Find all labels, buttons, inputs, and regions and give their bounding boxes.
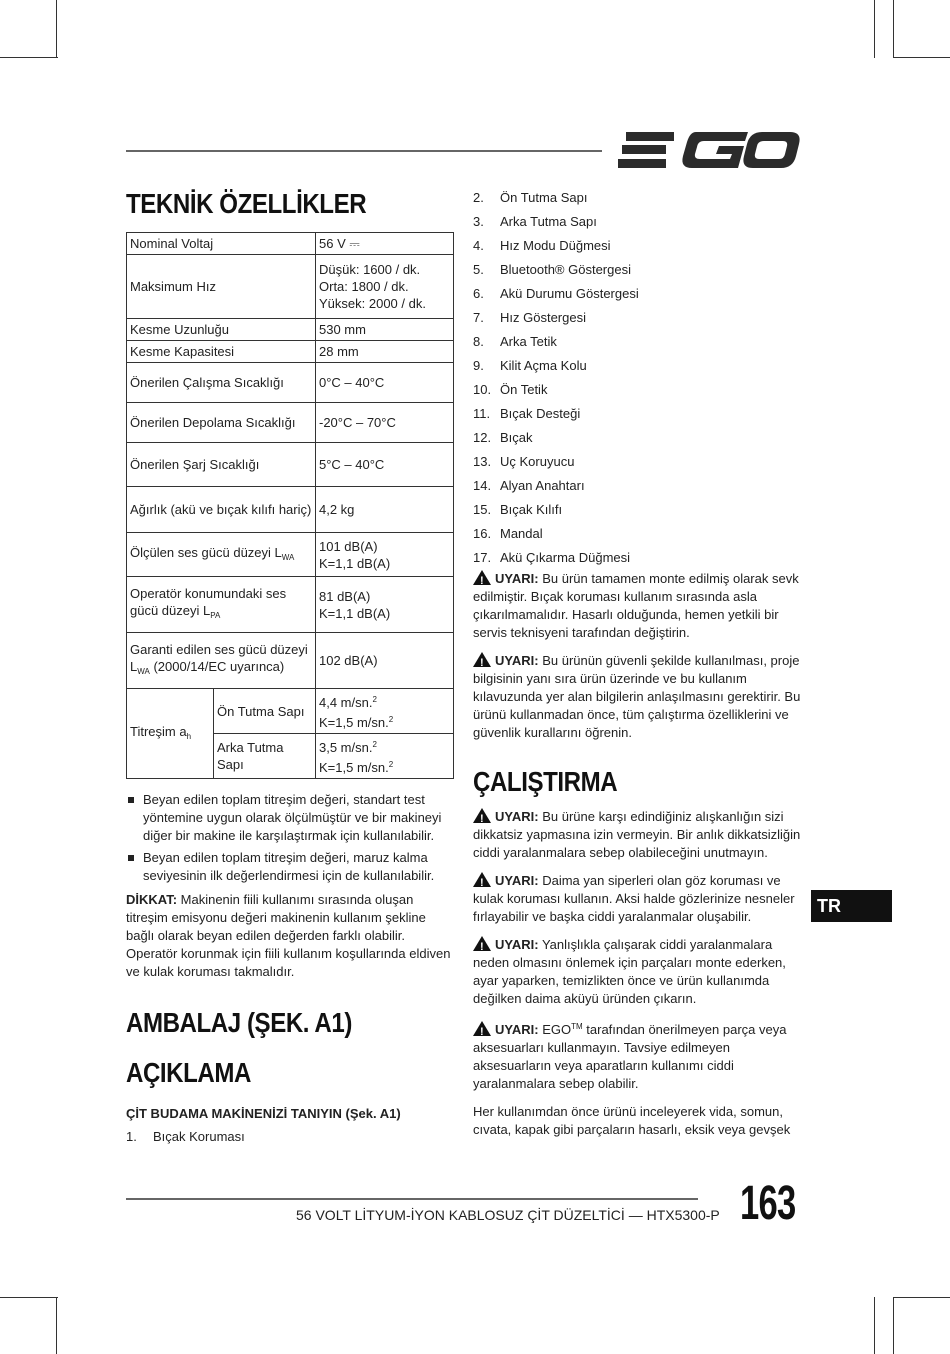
section-title-packaging: AMBALAJ (ŞEK. A1) (126, 1007, 352, 1038)
spec-table (126, 232, 454, 779)
warning-paragraph: !UYARI: Bu ürünün güvenli şekilde kullanılması, proje bilgisinin yanı sıra ürün üzerinde ve bu kullanım kılavuzunda yer alan bilgilerin anlaşılmasını gerektirir. Bu ürünü kullanmadan önce, tüm çalıştırma özelliklerini ve güvenlik kurallarını öğrenin. (473, 652, 808, 742)
vibration-notes (126, 791, 456, 885)
list-item: 4. Hız Modu Düğmesi (473, 238, 611, 253)
spec-value: 3,5 m/sn.$^2$ K=1,5 m/sn.$^2$ (316, 734, 454, 779)
warning-icon (473, 570, 491, 585)
section-title-description: AÇIKLAMA (126, 1057, 251, 1088)
list-item: 16. Mandal (473, 526, 543, 541)
section-title-operation: ÇALIŞTIRMA (473, 766, 618, 797)
spec-sublabel: Ön Tutma Sapı (214, 689, 316, 734)
list-item: 13. Uç Koruyucu (473, 454, 575, 469)
spec-value: 81 dB(A) K=1,1 dB(A) (316, 577, 454, 633)
list-item: Beyan edilen toplam titreşim değeri, maruz kalma seviyesinin ilk değerlendirmesi için de kullanılabilir. (126, 849, 456, 885)
dikkat-label: DİKKAT: (126, 892, 178, 907)
header-rule (126, 150, 602, 152)
page-number: 163 (740, 1177, 796, 1230)
table-row (127, 341, 454, 363)
crop-mark (893, 0, 894, 58)
warning-icon (473, 936, 491, 951)
crop-mark (893, 1297, 894, 1354)
left-column (126, 188, 456, 1149)
list-item: 11. Bıçak Desteği (473, 406, 581, 421)
footer-rule (126, 1198, 698, 1200)
table-row (127, 443, 454, 487)
crop-mark (893, 1297, 950, 1298)
spec-label: Titreşim $a_h$ (127, 689, 214, 779)
spec-label: Önerilen Çalışma Sıcaklığı (127, 363, 316, 403)
right-column (473, 188, 808, 1139)
list-item: 17. Akü Çıkarma Düğmesi (473, 550, 631, 565)
spec-value: 102 dB(A) (316, 633, 454, 689)
ego-logo (618, 128, 800, 172)
dikkat-text: Makinenin fiili kullanımı sırasında oluşan titreşim emisyonu değeri makinenin kullanım şekline bağlı olarak beyan edilen değerden farklı olabilir. Operatör korunmak için fiili kullanım koşullarında eldiven ve kulak koruması takmalıdır. (126, 892, 451, 979)
warning-icon (473, 872, 491, 887)
spec-label: Operatör konumundaki ses gücü düzeyi $L_{PA}$ (127, 577, 316, 633)
inspection-paragraph: Her kullanımdan önce ürünü inceleyerek vida, somun, cıvata, kapak gibi parçaların hasarlı, eksik veya gevşek (473, 1104, 791, 1137)
list-item: 2. Ön Tutma Sapı (473, 190, 588, 205)
spec-value: 101 dB(A) K=1,1 dB(A) (316, 533, 454, 577)
table-row (127, 363, 454, 403)
spec-label: Kesme Kapasitesi (127, 341, 316, 363)
warning-paragraph: !UYARI: Yanlışlıkla çalışarak ciddi yaralanmalara neden olmasını önlemek için parçaları monte ederken, ayar yaparken, temizlikten önce ve ürün kullanımda değilken daima aküyü üründen çıkarın. (473, 936, 808, 1008)
warning-paragraph: !UYARI: EGO™ tarafından önerilmeyen parça veya aksesuarları kullanmayın. Tavsiye edilmeyen aksesuarların veya aparatların kullanımı ciddi yaralanmalara sebep olabilir. (473, 1018, 808, 1093)
list-item: 5. Bluetooth® Göstergesi (473, 262, 631, 277)
warning-icon (473, 652, 491, 667)
crop-mark (893, 57, 950, 58)
table-row (127, 319, 454, 341)
table-row (127, 689, 454, 734)
warning-icon (473, 808, 491, 823)
spec-label: Ölçülen ses gücü düzeyi $L_{WA}$ (127, 533, 316, 577)
warning-paragraph: !UYARI: Bu ürün tamamen monte edilmiş olarak sevk edilmiştir. Bıçak koruması kullanım sırasında asla çıkarılmamalıdır. Hasarlı olduğunda, hemen yetkili bir servis teknisyeni tarafından değiştirin. (473, 570, 808, 642)
list-item: 8. Arka Tetik (473, 334, 557, 349)
spec-value: 56 V ⎓ (316, 233, 454, 255)
table-row (127, 403, 454, 443)
crop-mark (56, 1297, 57, 1354)
parts-list-start (126, 1125, 456, 1149)
warning-icon (473, 1021, 491, 1036)
list-item: 12. Bıçak (473, 430, 533, 445)
spec-value: 4,4 m/sn.$^2$ K=1,5 m/sn.$^2$ (316, 689, 454, 734)
table-row (127, 577, 454, 633)
spec-sublabel: Arka Tutma Sapı (214, 734, 316, 779)
warning-paragraph: !UYARI: Bu ürüne karşı edindiğiniz alışkanlığın sizi dikkatsiz yapmasına izin vermeyin. Bir anlık dikkatsizliğin ciddi yaralanmalara sebep olabileceğini unutmayın. (473, 808, 808, 862)
list-item: 6. Akü Durumu Göstergesi (473, 286, 639, 301)
crop-mark (0, 1297, 58, 1298)
list-item: 10. Ön Tetik (473, 382, 548, 397)
spec-label: Maksimum Hız (127, 255, 316, 319)
spec-label: Kesme Uzunluğu (127, 319, 316, 341)
table-row (127, 533, 454, 577)
list-item: 1. Bıçak Koruması (126, 1129, 245, 1144)
crop-mark (874, 0, 875, 58)
spec-value: 5°C – 40°C (316, 443, 454, 487)
list-item: 7. Hız Göstergesi (473, 310, 586, 325)
spec-label: Ağırlık (akü ve bıçak kılıfı hariç) (127, 487, 316, 533)
crop-mark (0, 57, 58, 58)
table-row (127, 233, 454, 255)
spec-label: Nominal Voltaj (127, 233, 316, 255)
list-item: Beyan edilen toplam titreşim değeri, standart test yöntemine uygun olarak ölçülmüştür ve bir makineyi diğer bir makine ile karşılaştırmak için kullanılabilir. (126, 791, 456, 845)
spec-value: 4,2 kg (316, 487, 454, 533)
spec-value: 28 mm (316, 341, 454, 363)
crop-mark (56, 0, 57, 58)
spec-value: 530 mm (316, 319, 454, 341)
spec-label: Garanti edilen ses gücü düzeyi $L_{WA}$ (2000/14/EC uyarınca) (127, 633, 316, 689)
parts-list (473, 186, 808, 570)
table-row (127, 255, 454, 319)
crop-mark (874, 1297, 875, 1354)
table-row (127, 633, 454, 689)
list-item: 14. Alyan Anahtarı (473, 478, 585, 493)
subheading-know-your-trimmer: ÇİT BUDAMA MAKİNENİZİ TANIYIN (Şek. A1) (126, 1106, 401, 1121)
footer-title: 56 VOLT LİTYUM-İYON KABLOSUZ ÇİT DÜZELTİCİ — HTX5300-P (296, 1207, 720, 1223)
list-item: 9. Kilit Açma Kolu (473, 358, 587, 373)
spec-value: -20°C – 70°C (316, 403, 454, 443)
spec-value: Düşük: 1600 / dk. Orta: 1800 / dk. Yüksek: 2000 / dk. (316, 255, 454, 319)
table-row (127, 487, 454, 533)
language-tab: TR (811, 890, 892, 922)
list-item: 15. Bıçak Kılıfı (473, 502, 563, 517)
spec-label: Önerilen Şarj Sıcaklığı (127, 443, 316, 487)
dikkat-paragraph (126, 891, 456, 981)
section-title-technical: TEKNİK ÖZELLİKLER (126, 188, 367, 219)
warning-paragraph: !UYARI: Daima yan siperleri olan göz koruması ve kulak koruması kullanın. Aksi halde gözlerinize nesneler fırlayabilir ve başka ciddi yaralanmalar oluşabilir. (473, 872, 808, 926)
spec-label: Önerilen Depolama Sıcaklığı (127, 403, 316, 443)
list-item: 3. Arka Tutma Sapı (473, 214, 597, 229)
spec-value: 0°C – 40°C (316, 363, 454, 403)
